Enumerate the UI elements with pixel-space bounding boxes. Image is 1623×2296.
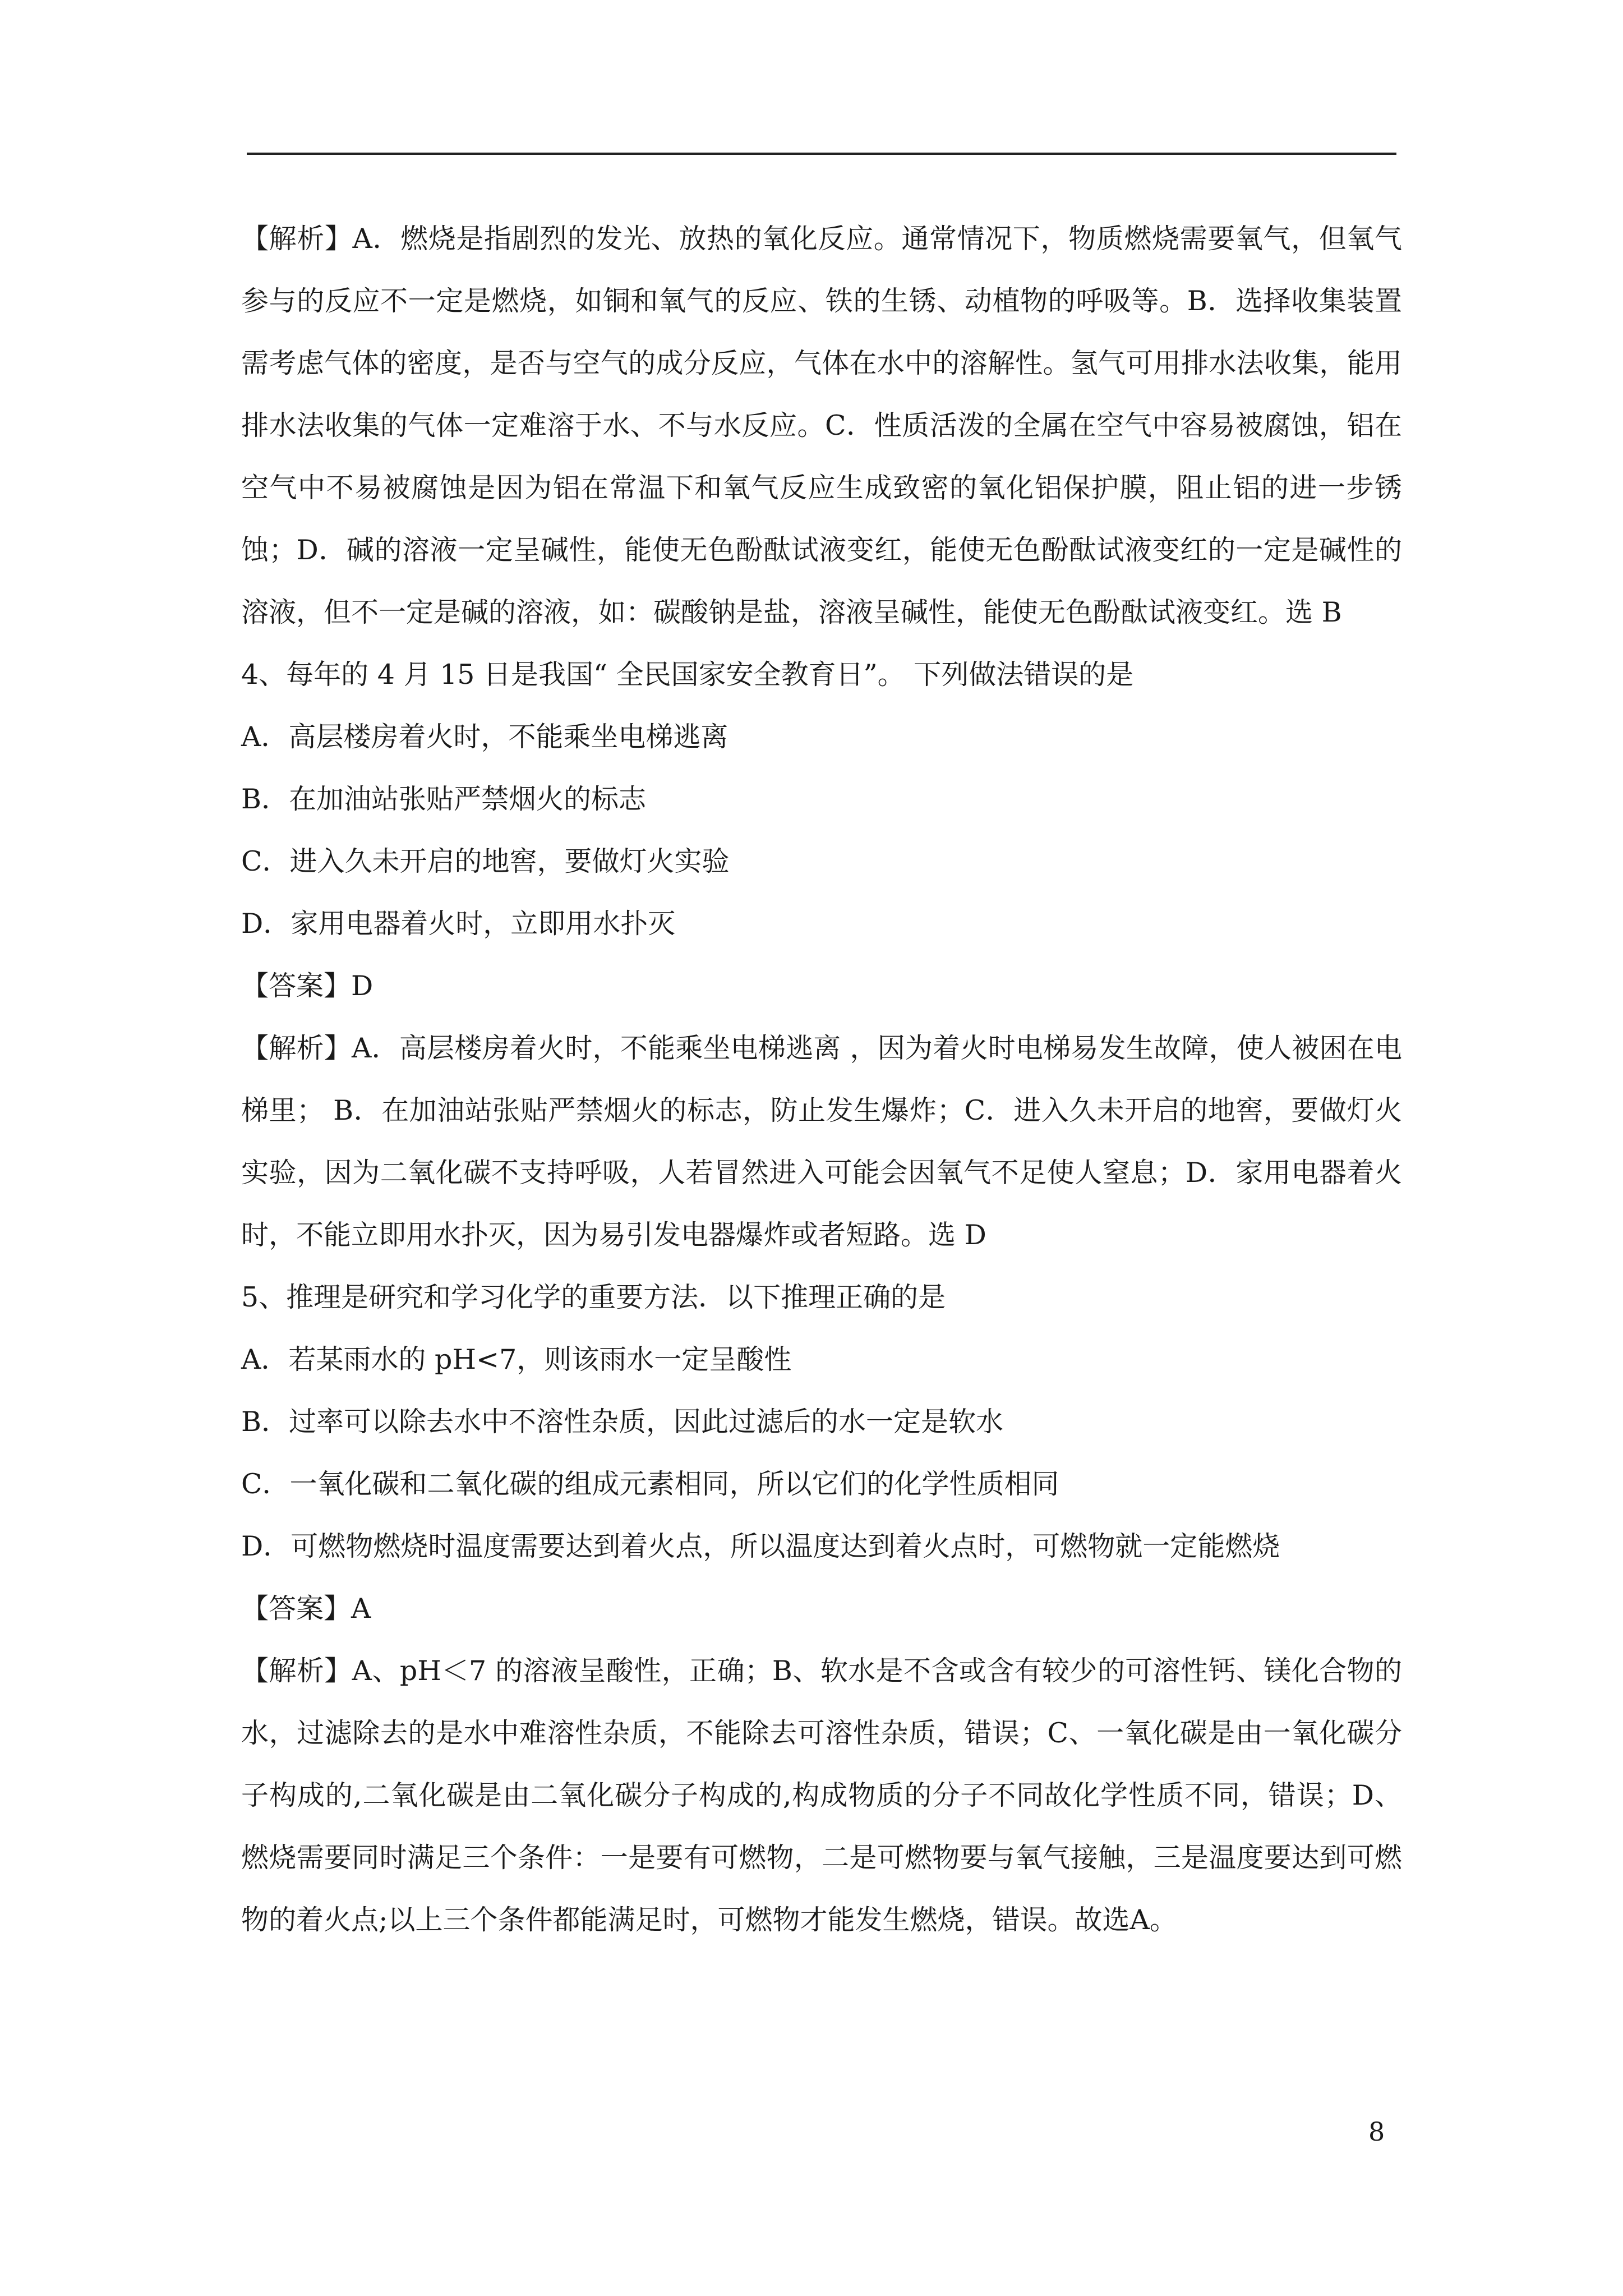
q5-option-c: C．一氧化碳和二氧化碳的组成元素相同，所以它们的化学性质相同	[241, 1468, 1059, 1500]
q4-option-d: D．家用电器着火时，立即用水扑灭	[241, 908, 676, 940]
q4-option-a: A．高层楼房着火时，不能乘坐电梯逃离	[241, 721, 728, 753]
q5-stem: 5、推理是研究和学习化学的重要方法．以下推理正确的是	[241, 1281, 946, 1313]
header-rule	[247, 153, 1396, 155]
q4-analysis: 【解析】A．高层楼房着火时，不能乘坐电梯逃离 ，因为着火时电梯易发生故障，使人被困在电梯里； B．在加油站张贴严禁烟火的标志，防止发生爆炸；C．进入久未开启的地窖，要做灯火实验，因为二氧化碳不支持呼吸，人若冒然进入可能会因氧气不足使人窒息；D．家用电器着火时，不能立即用水扑灭，因为易引发电器爆炸或者短路。选 D	[241, 1032, 1402, 1251]
q5-answer: 【答案】A	[241, 1593, 371, 1625]
q4-option-c: C．进入久未开启的地窖，要做灯火实验	[241, 845, 730, 877]
q3-analysis: 【解析】A．燃烧是指剧烈的发光、放热的氧化反应。通常情况下，物质燃烧需要氧气，但氧气参与的反应不一定是燃烧，如铜和氧气的反应、铁的生锈、动植物的呼吸等。B．选择收集装置需考虑气体的密度，是否与空气的成分反应，气体在水中的溶解性。氢气可用排水法收集，能用排水法收集的气体一定难溶于水、不与水反应。C．性质活泼的全属在空气中容易被腐蚀，铝在空气中不易被腐蚀是因为铝在常温下和氧气反应生成致密的氧化铝保护膜，阻止铝的进一步锈蚀；D．碱的溶液一定呈碱性，能使无色酚酞试液变红，能使无色酚酞试液变红的一定是碱性的溶液，但不一定是碱的溶液，如：碳酸钠是盐，溶液呈碱性，能使无色酚酞试液变红。选 B	[241, 223, 1402, 628]
q4-stem: 4、每年的 4 月 15 日是我国“ 全民国家安全教育日”。 下列做法错误的是	[241, 659, 1134, 691]
q5-option-a: A．若某雨水的 pH<7，则该雨水一定呈酸性	[241, 1343, 792, 1375]
q4-answer: 【答案】D	[241, 970, 374, 1002]
document-body	[241, 208, 1402, 1951]
q4-option-b: B．在加油站张贴严禁烟火的标志	[241, 783, 647, 815]
q5-option-d: D．可燃物燃烧时温度需要达到着火点，所以温度达到着火点时，可燃物就一定能燃烧	[241, 1530, 1280, 1562]
q5-option-b: B．过率可以除去水中不溶性杂质，因此过滤后的水一定是软水	[241, 1406, 1004, 1438]
q5-analysis: 【解析】A、pH＜7 的溶液呈酸性，正确；B、软水是不含或含有较少的可溶性钙、镁化合物的水，过滤除去的是水中难溶性杂质，不能除去可溶性杂质，错误；C、一氧化碳是由一氧化碳分子构成的,二氧化碳是由二氧化碳分子构成的,构成物质的分子不同故化学性质不同，错误；D、燃烧需要同时满足三个条件：一是要有可燃物，二是可燃物要与氧气接触，三是温度要达到可燃物的着火点;以上三个条件都能满足时，可燃物才能发生燃烧，错误。故选A。	[241, 1655, 1402, 1936]
page-number: 8	[1368, 2116, 1385, 2147]
